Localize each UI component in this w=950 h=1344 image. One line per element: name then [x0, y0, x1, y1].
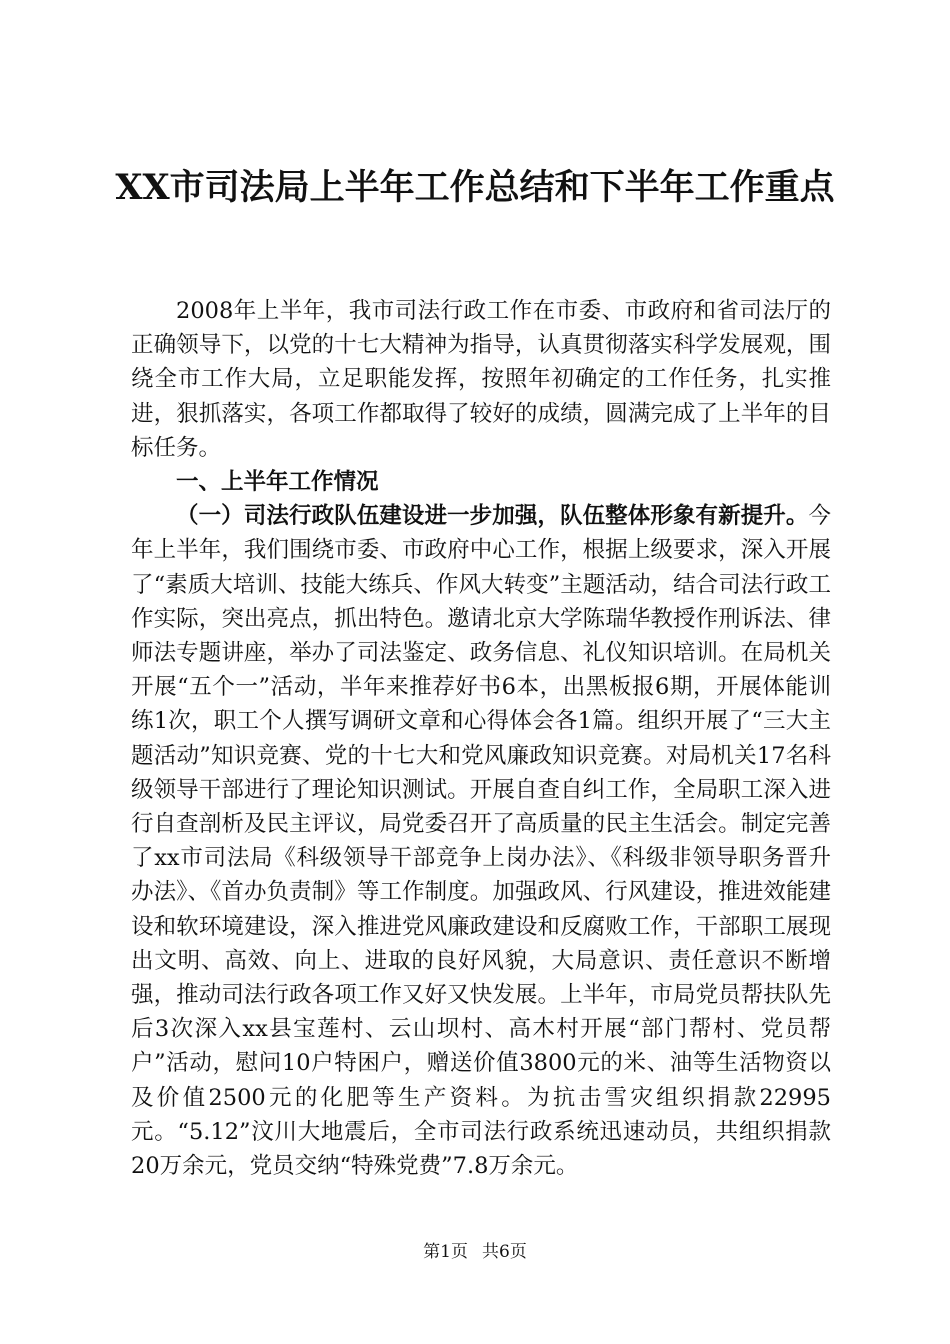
subsection-heading: （一）司法行政队伍建设进一步加强，队伍整体形象有新提升。 [176, 503, 809, 530]
document-body [131, 294, 831, 1183]
subsection-body: 今年上半年，我们围绕市委、市政府中心工作，根据上级要求，深入开展了“素质大培训、技能大练兵、作风大转变”主题活动，结合司法行政工作实际，突出亮点，抓出特色。邀请北京大学陈瑞华教授作刑诉法、律师法专题讲座，举办了司法鉴定、政务信息、礼仪知识培训。在局机关开展“五个一”活动，半年来推荐好书6本，出黑板报6期，开展体能训练1次，职工个人撰写调研文章和心得体会各1篇。组织开展了“三大主题活动”知识竞赛、党的十七大和党风廉政知识竞赛。对局机关17名科级领导干部进行了理论知识测试。开展自查自纠工作，全局职工深入进行自查剖析及民主评议，局党委召开了高质量的民主生活会。制定完善了xx市司法局《科级领导干部竞争上岗办法》、《科级非领导职务晋升办法》、《首办负责制》等工作制度。加强政风、行风建设，推进效能建设和软环境建设，深入推进党风廉政建设和反腐败工作，干部职工展现出文明、高效、向上、进取的良好风貌，大局意识、责任意识不断增强，推动司法行政各项工作又好又快发展。上半年，市局党员帮扶队先后3次深入xx县宝莲村、云山坝村、高木村开展“部门帮村、党员帮户”活动，慰问10户特困户，赠送价值3800元的米、油等生活物资以及价值2500元的化肥等生产资料。为抗击雪灾组织捐款22995元。“5.12”汶川大地震后，全市司法行政系统迅速动员，共组织捐款20万余元，党员交纳“特殊党费”7.8万余元。 [131, 503, 831, 1180]
section-heading: 一、上半年工作情况 [176, 469, 379, 496]
intro-paragraph: 2008年上半年，我市司法行政工作在市委、市政府和省司法厅的正确领导下，以党的十七大精神为指导，认真贯彻落实科学发展观，围绕全市工作大局，立足职能发挥，按照年初确定的工作任务，扎实推进，狠抓落实，各项工作都取得了较好的成绩，圆满完成了上半年的目标任务。 [131, 298, 831, 461]
page-footer [0, 1240, 950, 1264]
document-title: XX市司法局上半年工作总结和下半年工作重点 [115, 167, 835, 208]
page-number: 第1页 [423, 1242, 468, 1262]
page-total: 共6页 [482, 1242, 527, 1262]
subsection-paragraph [131, 499, 831, 1183]
